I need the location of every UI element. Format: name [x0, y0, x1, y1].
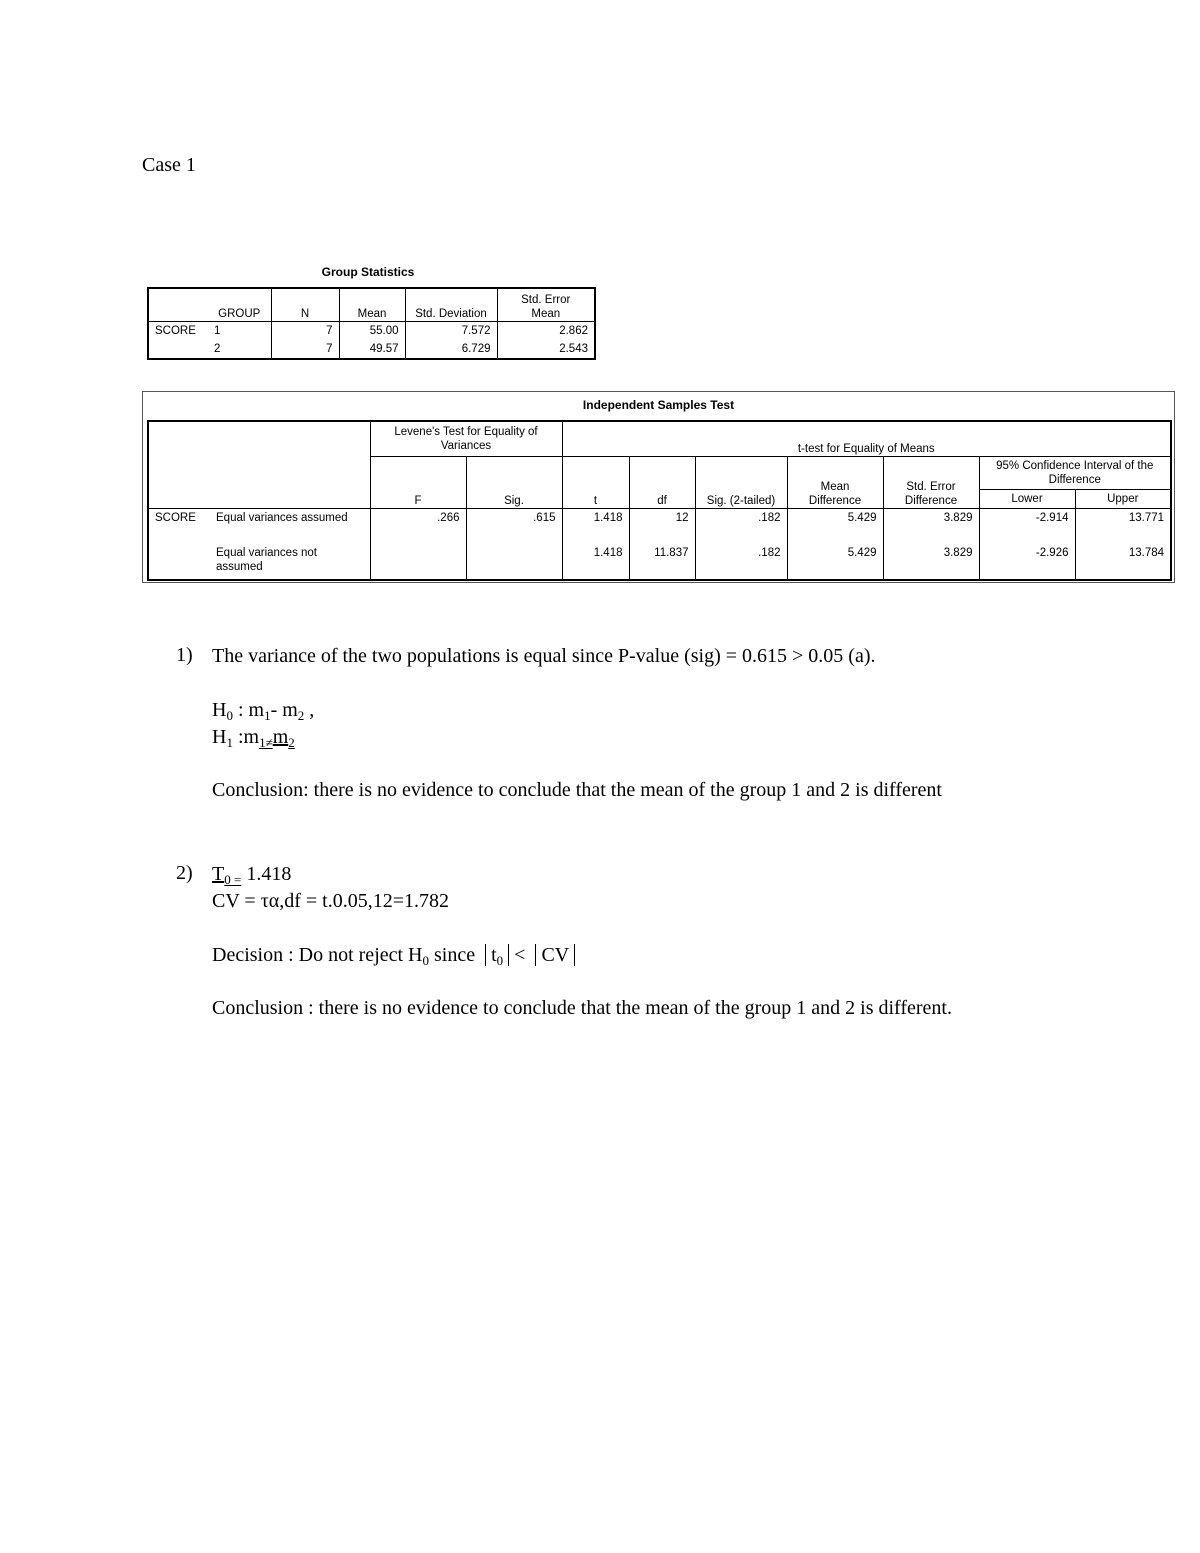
- ci-header: 95% Confidence Interval of the Difference: [979, 457, 1171, 490]
- f-value: [370, 544, 466, 580]
- answer-1-statement: The variance of the two populations is equal since P-value (sig) = 0.615 > 0.05 (a).: [212, 645, 876, 667]
- std-dev-value: 7.572: [405, 322, 497, 341]
- lower-value: -2.926: [979, 544, 1075, 580]
- se-diff-value: 3.829: [883, 509, 979, 545]
- sig-value: [466, 544, 562, 580]
- t-value: 1.418: [562, 544, 629, 580]
- col-upper: Upper: [1075, 490, 1171, 509]
- col-mean: Mean: [339, 288, 405, 322]
- col-std-err-line2: Mean: [531, 308, 561, 320]
- df-value: 12: [629, 509, 695, 545]
- std-dev-value: 6.729: [405, 340, 497, 359]
- table-row: [148, 544, 1171, 580]
- col-std-dev: Std. Deviation: [405, 288, 497, 322]
- case-title: Case 1: [142, 154, 196, 176]
- answer-1-number: 1): [176, 644, 193, 666]
- independent-test-title: Independent Samples Test: [582, 398, 735, 412]
- sig2-value: .182: [695, 544, 787, 580]
- answer-2-conclusion: Conclusion : there is no evidence to conclude that the mean of the group 1 and 2 is different.: [212, 997, 952, 1019]
- f-value: .266: [370, 509, 466, 545]
- std-err-value: 2.543: [497, 340, 595, 359]
- upper-value: 13.771: [1075, 509, 1171, 545]
- row-label: Equal variances assumed: [216, 512, 348, 524]
- table-row: [148, 340, 595, 359]
- table-row: [148, 322, 595, 341]
- mean-value: 55.00: [339, 322, 405, 341]
- col-sig: Sig.: [466, 457, 562, 509]
- group-statistics-title: Group Statistics: [321, 265, 415, 279]
- n-value: 7: [271, 322, 339, 341]
- hypothesis-h1: $H_1$ $:m_{1\ne}m_2$: [212, 726, 295, 750]
- col-lower: Lower: [979, 490, 1075, 509]
- t-value: 1.418: [562, 509, 629, 545]
- mean-value: 49.57: [339, 340, 405, 359]
- group-stats-header-row: [148, 288, 595, 322]
- group-value: 1: [214, 325, 221, 337]
- col-t: t: [562, 457, 629, 509]
- independent-test-header-row: [148, 421, 1171, 457]
- variable-label: SCORE: [155, 325, 196, 337]
- col-std-err: [497, 288, 595, 322]
- col-n: N: [271, 288, 339, 322]
- col-std-err-line1: Std. Error: [521, 294, 571, 306]
- mean-diff-value: 5.429: [787, 544, 883, 580]
- answer-2-number: 2): [176, 862, 193, 884]
- independent-test-table: [147, 420, 1172, 581]
- df-value: 11.837: [629, 544, 695, 580]
- answer-1-conclusion: Conclusion: there is no evidence to conclude that the mean of the group 1 and 2 is different: [212, 779, 942, 801]
- sig-value: .615: [466, 509, 562, 545]
- col-f: F: [370, 457, 466, 509]
- mean-diff-value: 5.429: [787, 509, 883, 545]
- n-value: 7: [271, 340, 339, 359]
- col-group: GROUP: [208, 288, 271, 322]
- upper-value: 13.784: [1075, 544, 1171, 580]
- col-df: df: [629, 457, 695, 509]
- sig2-value: .182: [695, 509, 787, 545]
- t0-line: $T_{0 =}$ 1.418: [212, 863, 292, 887]
- col-sig-2-tailed: Sig. (2-tailed): [695, 457, 787, 509]
- lower-value: -2.914: [979, 509, 1075, 545]
- col-mean-difference: Mean Difference: [787, 457, 883, 509]
- table-row: [148, 509, 1171, 545]
- hypothesis-h0: $H_0$ : $m_1-$ $m_2$ ,: [212, 699, 315, 723]
- decision-line: Decision : Do not reject $H_0$ since $t_0$ < CV: [212, 943, 580, 967]
- cv-line: CV = τα,df = t.0.05,12=1.782: [212, 890, 449, 912]
- levene-header: Levene's Test for Equality of Variances: [370, 421, 562, 457]
- row-label: Equal variances not assumed: [216, 547, 318, 573]
- se-diff-value: 3.829: [883, 544, 979, 580]
- ttest-header: t-test for Equality of Means: [562, 421, 1171, 457]
- variable-label: SCORE: [155, 512, 196, 524]
- col-std-error-difference: Std. Error Difference: [883, 457, 979, 509]
- group-value: 2: [214, 343, 221, 355]
- group-statistics-table: [147, 287, 596, 360]
- std-err-value: 2.862: [497, 322, 595, 341]
